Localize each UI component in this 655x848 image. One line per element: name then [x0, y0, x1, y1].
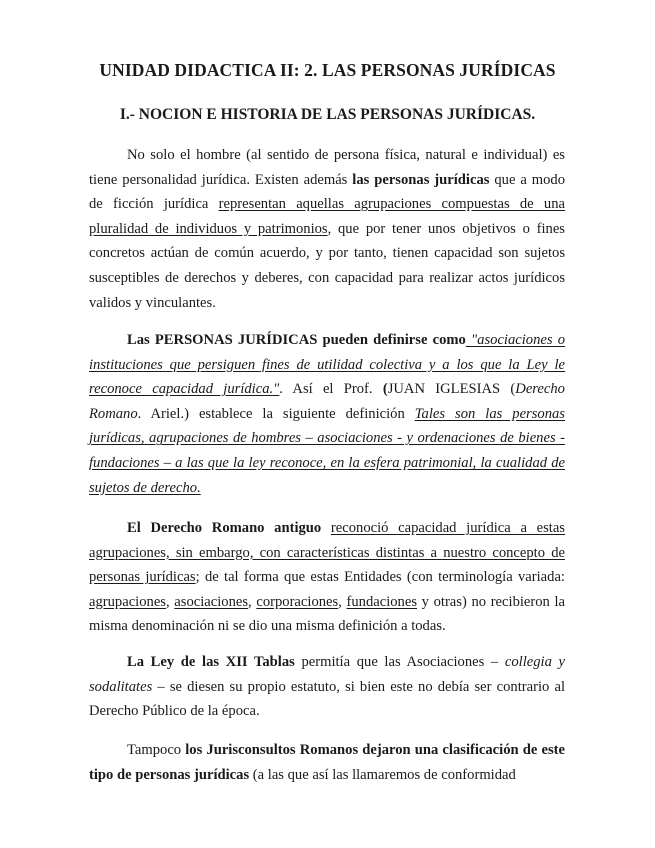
underlined-phrase: representan aquellas agrupaciones compuestas de una pluralidad de individuos y patrimonios [89, 196, 565, 237]
term-asociaciones: asociaciones [174, 593, 249, 610]
bold-term: El Derecho Romano antiguo [127, 520, 322, 536]
text-run: (a las que así las llamaremos de conformidad [249, 766, 516, 783]
text-run: ; de tal forma que estas Entidades (con terminología variada: [195, 569, 565, 586]
text-run [321, 520, 331, 536]
term-agrupaciones: agrupaciones [89, 593, 166, 610]
section-heading: I.- NOCION E HISTORIA DE LAS PERSONAS JURÍDICAS. [119, 106, 536, 123]
text-run: . Así el Prof. [279, 381, 383, 398]
text-run: , que por tener unos objetivos o fines concretos actúan de común acuerdo, y por tanto, tienen capacidad son sujetos susceptibles de derechos y deberes, con capacidad para realizar actos jurídicos validos y vinculantes. [89, 220, 565, 311]
bold-paren: ( [382, 381, 388, 398]
latin-term: collegia y sodalitates [89, 654, 565, 695]
text-run: , [166, 593, 175, 610]
text-run: , [248, 593, 257, 610]
text-run: Tampoco [127, 742, 186, 758]
bold-term: La Ley de las XII Tablas [127, 654, 295, 670]
underlined-phrase: reconoció capacidad jurídica a estas agrupaciones, sin embargo, con características distintas a nuestro concepto de personas jurídicas [89, 520, 565, 586]
text-run: , [338, 593, 347, 610]
quoted-definition: "asociaciones o instituciones que persiguen fines de utilidad colectiva y a los que la Ley le reconoce capacidad jurídica." [89, 332, 565, 398]
book-title: Derecho Romano [89, 381, 565, 422]
text-run: JUAN IGLESIAS ( [387, 381, 516, 398]
text-run: . Ariel.) establece la siguiente definición [137, 405, 415, 422]
paragraph-3 [89, 516, 565, 639]
text-run: No solo el hombre (al sentido de persona física, natural e individual) es tiene personalidad jurídica. Existen además [89, 147, 565, 188]
text-run: permitía que las Asociaciones – [294, 654, 505, 670]
paragraph-5 [89, 738, 565, 787]
text-run: y otras) no recibieron la misma denominación ni se dio una misma definición a todas. [89, 593, 566, 635]
text-run: que a modo de ficción jurídica [89, 171, 565, 213]
text-run: – se diesen su propio estatuto, si bien este no debía ser contrario al Derecho Público de la época. [89, 678, 565, 720]
paragraph-2 [89, 328, 565, 500]
paragraph-1 [89, 143, 565, 315]
bold-term: las personas jurídicas [352, 171, 490, 188]
paragraph-4 [89, 650, 565, 724]
bold-term: los Jurisconsultos Romanos dejaron una clasificación de este tipo de personas jurídicas [89, 742, 565, 783]
document-title: UNIDAD DIDACTICA II: 2. LAS PERSONAS JURÍDICAS [99, 60, 556, 80]
bold-term: Las PERSONAS JURÍDICAS pueden definirse como [127, 332, 466, 348]
term-fundaciones: fundaciones [346, 593, 418, 610]
definition-quote: Tales son las personas jurídicas, agrupaciones de hombres – asociaciones - y ordenaciones de bienes - fundaciones – a las que la ley reconoce, en la esfera patrimonial, la cualidad de sujetos de derecho. [89, 405, 565, 496]
term-corporaciones: corporaciones [256, 593, 339, 610]
